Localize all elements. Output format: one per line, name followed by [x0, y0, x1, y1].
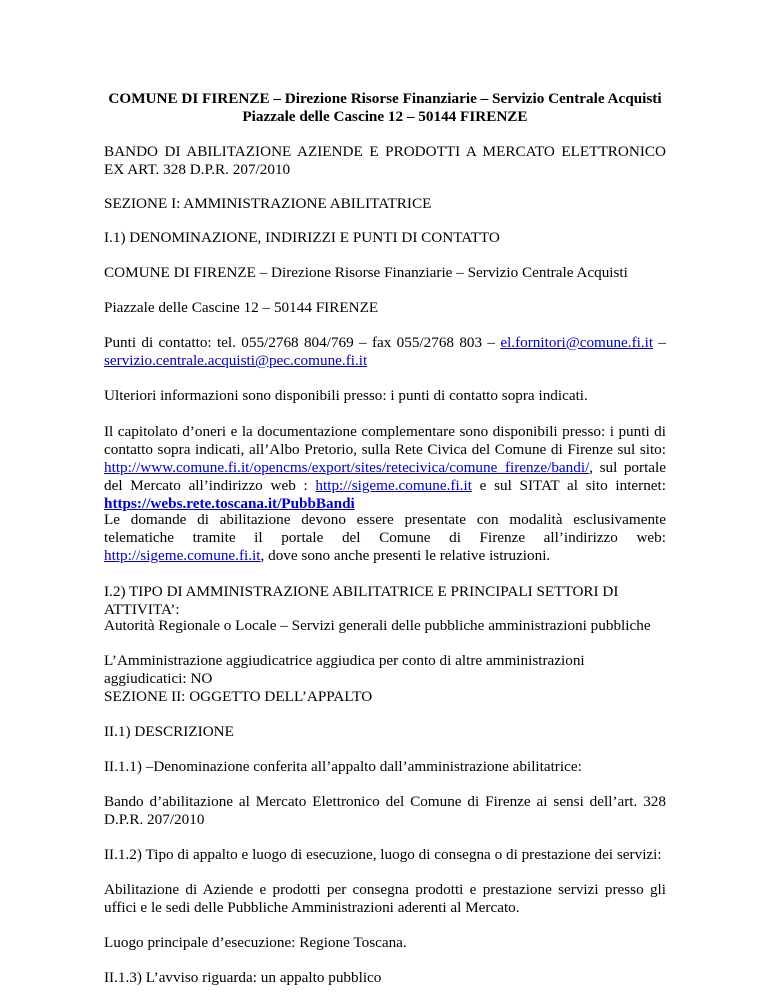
retecivica-bandi-link[interactable]: http://www.comune.fi.it/opencms/export/sites/retecivica/comune_firenze/bandi/ — [104, 459, 590, 476]
header-line-2: Piazzale delle Cascine 12 – 50144 FIRENZE — [242, 108, 528, 125]
section-2-1-2-heading: II.1.2) Tipo di appalto e luogo di esecuzione, luogo di consegna o di prestazione dei servizi: — [104, 846, 662, 863]
denominazione-text: Bando d’abilitazione al Mercato Elettronico del Comune di Firenze ai sensi dell’art. 328 D.P.R. 207/2010 — [104, 793, 666, 828]
capitolato-paragraph: Il capitolato d’oneri e la documentazione complementare sono disponibili presso: i punti di contatto sopra indicati, all’Albo Pretorio, sulla Rete Civica del Comune di Firenze sul sito: http://www.comune.fi.it/opencms/export/sites/retecivica/comune_firenze/bandi/, sul portale del Mercato all’indirizzo web : http://sigeme.comune.fi.it e sul SITAT al sito internet: https://webs.rete.toscana.it/PubbBandi — [104, 423, 666, 512]
header-line-1: COMUNE DI FIRENZE – Direzione Risorse Finanziarie – Servizio Centrale Acquisti — [108, 90, 662, 107]
sitat-link[interactable]: https://webs.rete.toscana.it/PubbBandi — [104, 495, 355, 512]
document-title: BANDO DI ABILITAZIONE AZIENDE E PRODOTTI A MERCATO ELETTRONICO EX ART. 328 D.P.R. 207/2010 — [104, 143, 666, 178]
section-2-heading: SEZIONE II: OGGETTO DELL’APPALTO — [104, 688, 373, 705]
organization-address: Piazzale delle Cascine 12 – 50144 FIRENZE — [104, 299, 379, 316]
section-2-1-3-heading: II.1.3) L’avviso riguarda: un appalto pubblico — [104, 969, 382, 986]
authority-type: Autorità Regionale o Locale – Servizi generali delle pubbliche amministrazioni pubbliche — [104, 617, 651, 634]
contact-points: Punti di contatto: tel. 055/2768 804/769 – fax 055/2768 803 – el.fornitori@comune.fi.it – servizio.centrale.acquisti@pec.comune.fi.it — [104, 334, 666, 369]
aggiudica-statement: L’Amministrazione aggiudicatrice aggiudica per conto di altre amministrazioni aggiudicatici: NO — [104, 652, 585, 687]
organization-name: COMUNE DI FIRENZE – Direzione Risorse Finanziarie – Servizio Centrale Acquisti — [104, 264, 628, 281]
section-1-1-heading: I.1) DENOMINAZIONE, INDIRIZZI E PUNTI DI CONTATTO — [104, 229, 500, 246]
domande-paragraph: Le domande di abilitazione devono essere presentate con modalità esclusivamente telematiche tramite il portale del Comune di Firenze all’indirizzo web: http://sigeme.comune.fi.it, dove sono anche presenti le relative istruzioni. — [104, 511, 666, 564]
section-2-1-heading: II.1) DESCRIZIONE — [104, 723, 234, 740]
section-1-heading: SEZIONE I: AMMINISTRAZIONE ABILITATRICE — [104, 195, 432, 212]
tipo-appalto-text: Abilitazione di Aziende e prodotti per consegna prodotti e prestazione servizi presso gli uffici e le sedi delle Pubbliche Amministrazioni aderenti al Mercato. — [104, 881, 666, 916]
luogo-esecuzione: Luogo principale d’esecuzione: Regione Toscana. — [104, 934, 407, 951]
email-link-fornitori[interactable]: el.fornitori@comune.fi.it — [500, 334, 654, 351]
section-1-2-heading: I.2) TIPO DI AMMINISTRAZIONE ABILITATRICE E PRINCIPALI SETTORI DI ATTIVITA’: — [104, 583, 619, 618]
sigeme-link[interactable]: http://sigeme.comune.fi.it — [315, 477, 472, 494]
email-link-pec[interactable]: servizio.centrale.acquisti@pec.comune.fi.it — [104, 352, 368, 369]
sigeme-link-2[interactable]: http://sigeme.comune.fi.it — [104, 547, 261, 564]
further-info: Ulteriori informazioni sono disponibili presso: i punti di contatto sopra indicati. — [104, 387, 588, 404]
section-2-1-1-heading: II.1.1) –Denominazione conferita all’appalto dall’amministrazione abilitatrice: — [104, 758, 582, 775]
